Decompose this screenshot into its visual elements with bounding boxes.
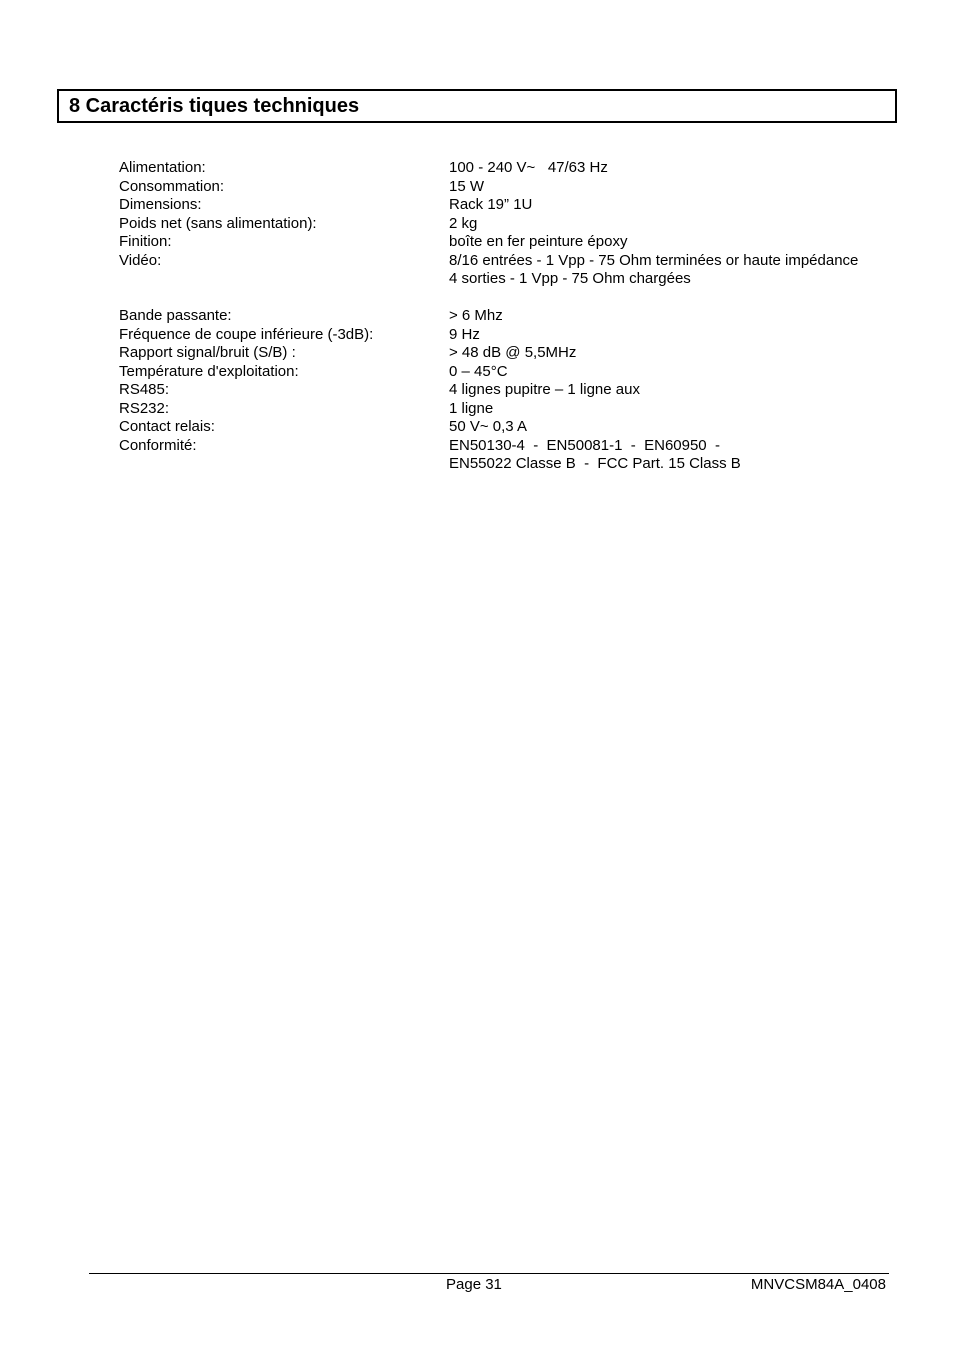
spec-label: Vidéo: [119,251,162,269]
spec-value [449,326,899,345]
spec-label: Fréquence de coupe inférieure (-3dB): [119,325,374,343]
spec-value-line: 9 Hz [449,325,480,343]
spec-value [449,233,899,252]
spec-label: Contact relais: [119,418,215,435]
spec-label: RS485: [119,381,170,398]
spec-label: Rapport signal/bruit (S/B) : [119,344,296,361]
spec-value [449,289,899,308]
spec-value-line: 4 lignes pupitre – 1 ligne aux [449,381,640,398]
spec-value-line: 100 - 240 V~ 47/63 Hz [449,159,608,176]
spec-value-line: EN50130-4 - EN50081-1 - EN60950 - [449,436,720,454]
spec-label: Température d'exploitation: [119,362,299,380]
spec-row-spacer [119,289,899,308]
spec-row [119,363,899,382]
spec-label: Poids net (sans alimentation): [119,214,317,232]
spec-value [449,252,899,289]
spec-row [119,307,899,326]
spec-label [119,289,449,308]
spec-value [449,344,899,363]
spec-value-line: 4 sorties - 1 Vpp - 75 Ohm chargées [449,270,691,287]
spec-value [449,178,899,197]
spec-label: Finition: [119,233,172,250]
spec-row [119,400,899,419]
spec-row [119,215,899,234]
spec-value-line: boîte en fer peinture époxy [449,233,628,250]
spec-value [449,307,899,326]
spec-row [119,326,899,345]
spec-row [119,178,899,197]
spec-value-line: 0 – 45°C [449,362,508,380]
spec-value-line: 8/16 entrées - 1 Vpp - 75 Ohm terminées or haute impédance [449,251,859,269]
spec-value-line: > 6 Mhz [449,307,503,324]
spec-value [449,196,899,215]
spec-value [449,215,899,234]
spec-label: Dimensions: [119,196,202,213]
spec-value [449,159,899,178]
page-number: Page 31 [446,1276,502,1293]
spec-value-line [449,289,899,308]
document-code: MNVCSM84A_0408 [750,1276,886,1293]
spec-value [449,437,899,474]
spec-value [449,381,899,400]
spec-value [449,418,899,437]
spec-table [119,159,899,474]
spec-label: RS232: [119,399,170,417]
spec-row [119,418,899,437]
spec-row [119,381,899,400]
spec-row [119,196,899,215]
spec-value-line: EN55022 Classe B - FCC Part. 15 Class B [449,455,741,472]
section-title: 8 Caractéris tiques techniques [69,95,360,117]
spec-label: Alimentation: [119,159,206,176]
spec-label: Consommation: [119,177,225,195]
spec-value-line: 2 kg [449,214,478,232]
spec-value-line: 50 V~ 0,3 A [449,418,527,435]
spec-value-line: 15 W [449,177,485,195]
spec-value [449,400,899,419]
section-header-box [57,89,897,123]
spec-value-line: Rack 19” 1U [449,196,533,213]
footer-divider [89,1273,889,1274]
spec-row [119,344,899,363]
spec-label: Conformité: [119,436,197,454]
spec-value-line: > 48 dB @ 5,5MHz [449,344,577,361]
spec-row [119,233,899,252]
spec-label: Bande passante: [119,307,232,324]
spec-value-line: 1 ligne [449,399,494,417]
spec-row [119,252,899,289]
spec-value [449,363,899,382]
spec-row [119,437,899,474]
spec-row [119,159,899,178]
